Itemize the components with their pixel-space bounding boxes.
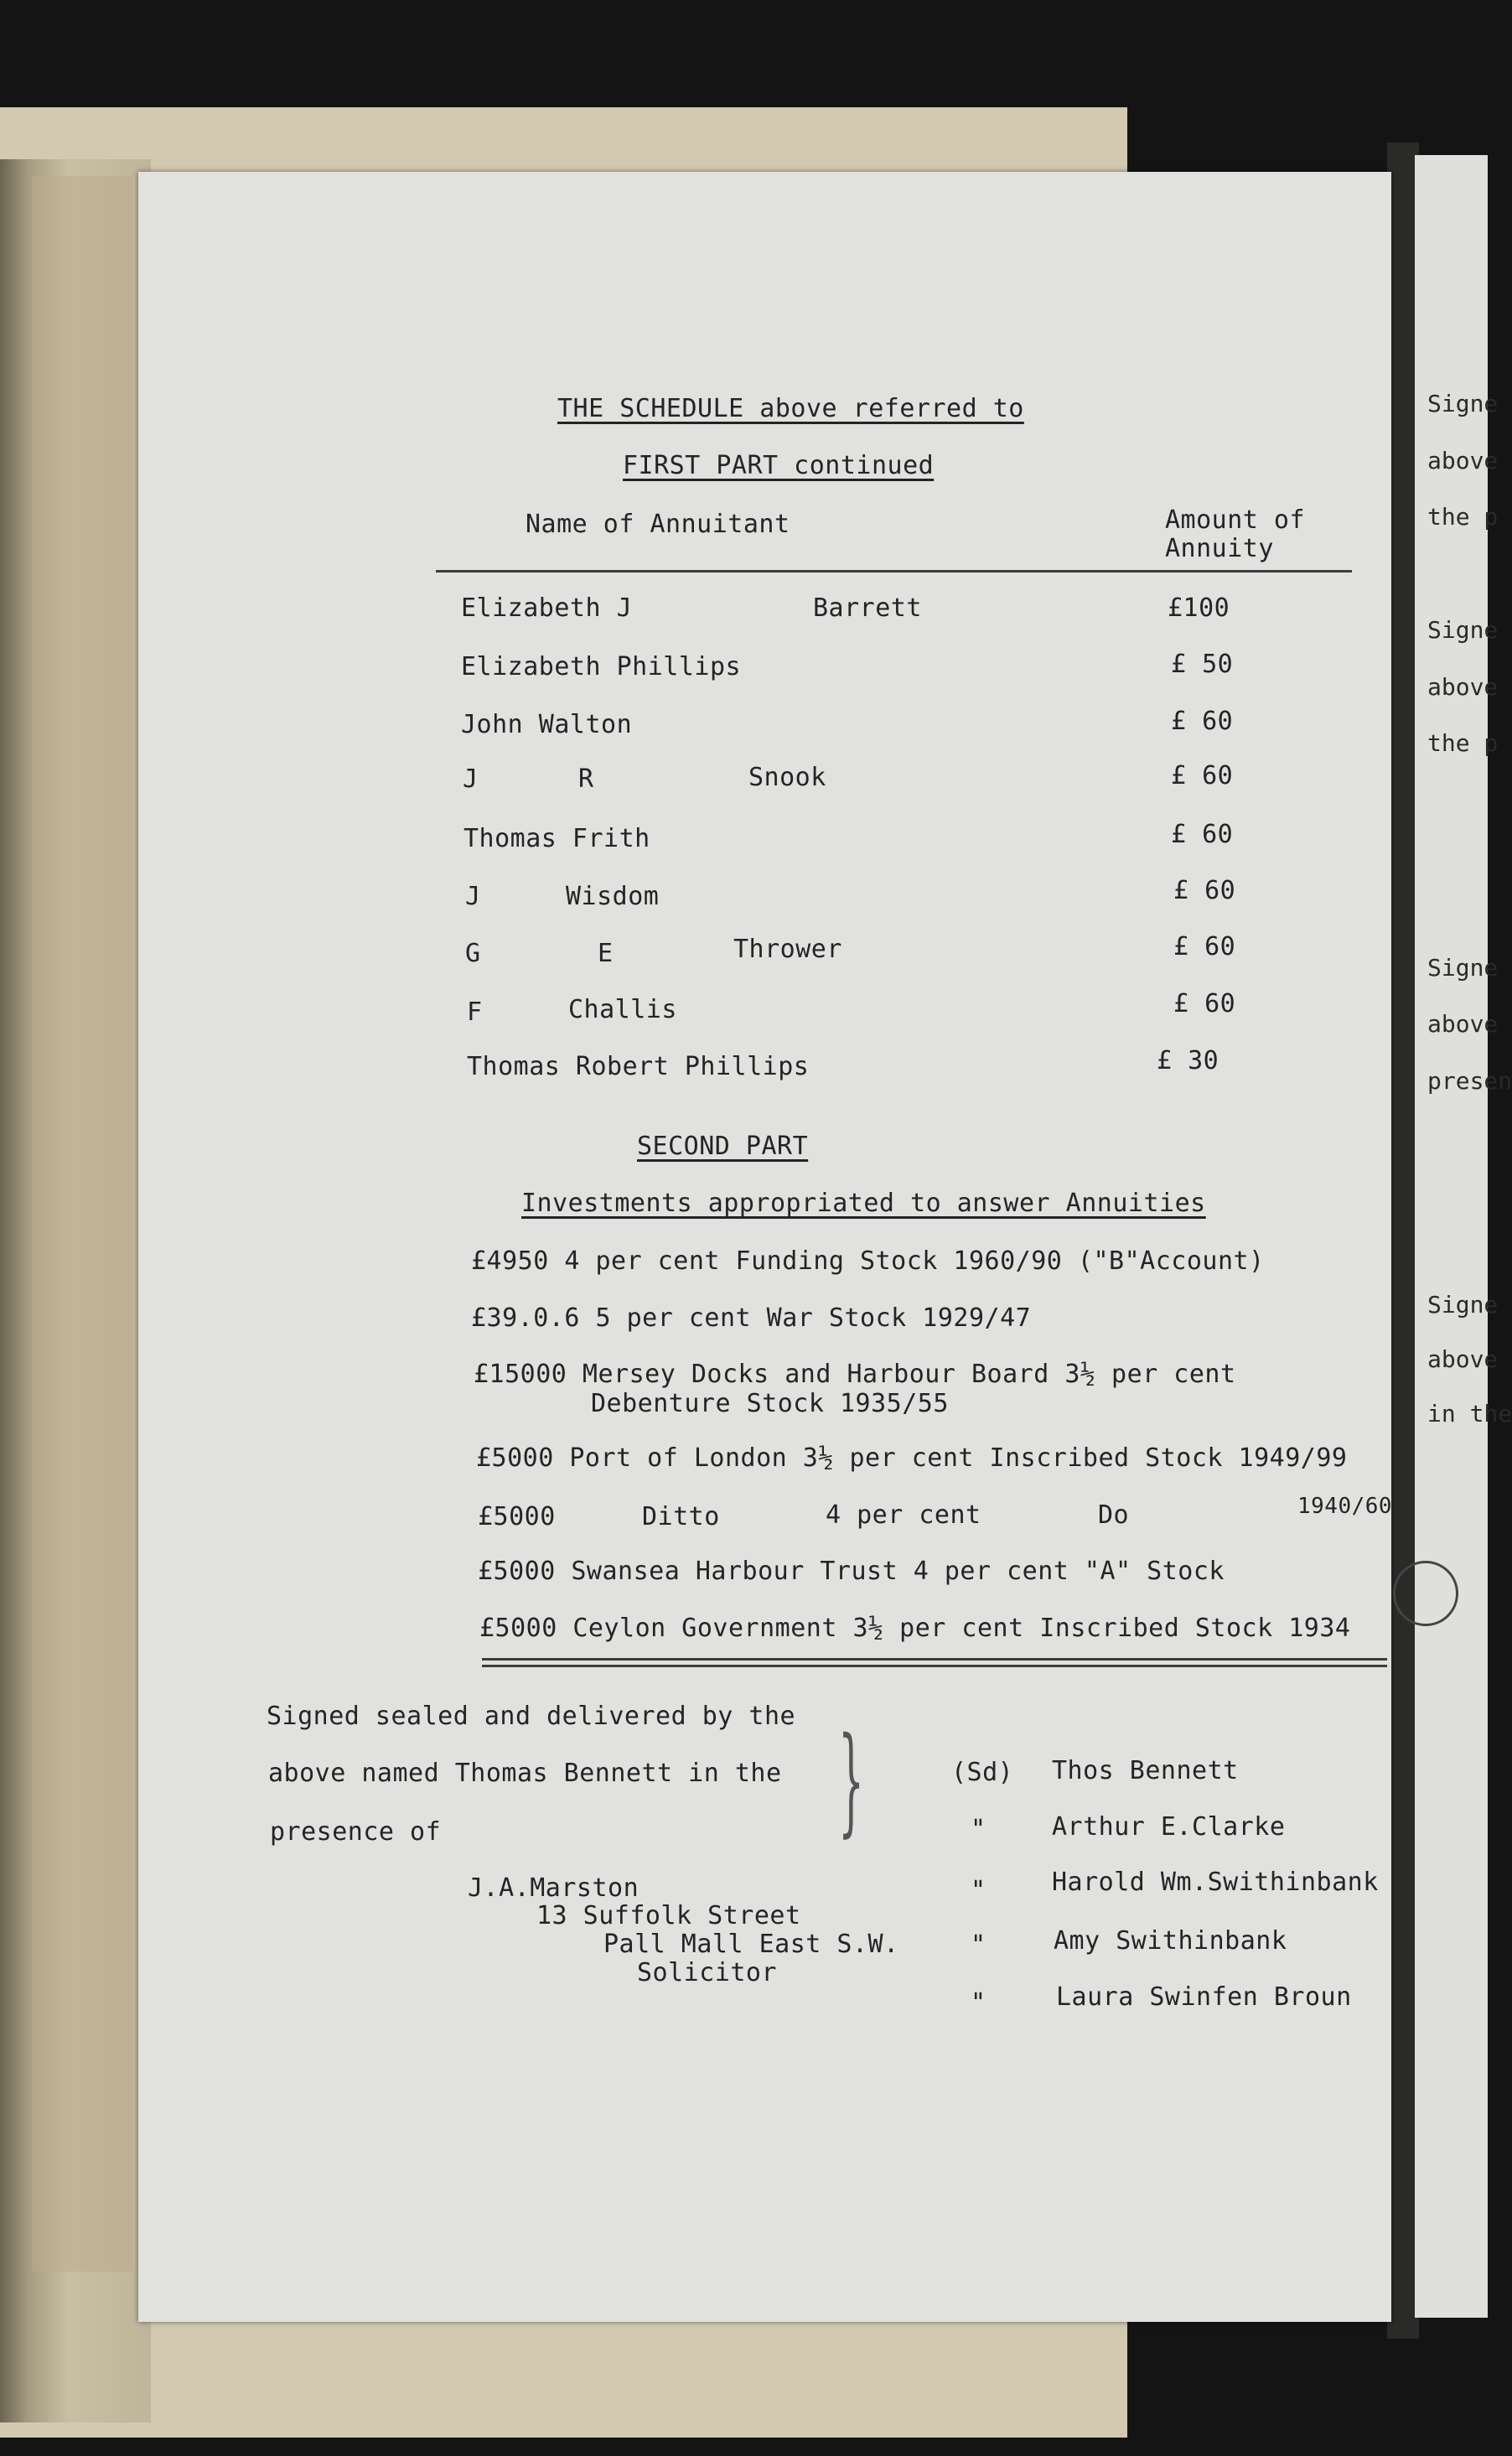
annuitant-initial: R	[578, 764, 594, 794]
annuity-amount: £ 50	[1171, 650, 1234, 679]
annuitant-initial: G	[465, 939, 481, 968]
attestation-line: presence of	[270, 1817, 442, 1847]
adjacent-fragment: Signe	[1427, 390, 1499, 417]
page-edges	[32, 176, 132, 2272]
annuitant-initial: F	[467, 997, 483, 1027]
adjacent-fragment: the p	[1427, 503, 1499, 531]
attestation-line: Signed sealed and delivered by the	[267, 1702, 796, 1731]
adjacent-fragment: above	[1427, 1010, 1499, 1038]
adjacent-fragment: Signe	[1427, 954, 1499, 982]
annuity-amount: £ 60	[1171, 820, 1234, 849]
annuitant-surname: Wisdom	[566, 882, 660, 911]
investment-amount: £5000	[478, 1502, 556, 1531]
annuitant-initial: E	[598, 939, 614, 968]
col-amount-header: Amount of	[1165, 505, 1306, 535]
annuitant-surname: Challis	[568, 995, 677, 1024]
adjacent-fragment: above	[1427, 673, 1499, 701]
investment-line: £5000 Ceylon Government 3½ per cent Inscribed Stock 1934	[479, 1614, 1351, 1643]
adjacent-fragment: in the	[1427, 1400, 1512, 1427]
adjacent-fragment: above	[1427, 447, 1499, 474]
investment-rate: 4 per cent	[826, 1500, 981, 1530]
annuitant-surname: Barrett	[813, 593, 922, 623]
ditto-mark: "	[971, 1930, 986, 1960]
section-rule-2	[482, 1665, 1387, 1667]
adjacent-fragment: presen	[1427, 1067, 1512, 1095]
brace: }	[838, 1712, 865, 1849]
annuitant-given: Thomas Robert Phillips	[467, 1052, 810, 1081]
sd-mark: (Sd)	[951, 1758, 1014, 1787]
annuity-amount: £100	[1168, 593, 1230, 623]
investment-line: £5000 Swansea Harbour Trust 4 per cent "A" Stock	[478, 1557, 1225, 1586]
col-name-header: Name of Annuitant	[526, 510, 790, 539]
adjacent-fragment: Signe	[1427, 616, 1499, 644]
annuitant-initial: J	[463, 764, 479, 794]
first-part-title: FIRST PART continued	[623, 451, 935, 480]
adjacent-fragment: the p	[1427, 729, 1499, 757]
annuity-amount: £ 60	[1173, 989, 1236, 1018]
signer-name: Amy Swithinbank	[1054, 1926, 1287, 1956]
annuitant-given: Elizabeth Phillips	[461, 652, 742, 681]
witness-title: Solicitor	[637, 1958, 778, 1987]
annuitant-surname: Thrower	[733, 935, 842, 964]
signer-name: Thos Bennett	[1052, 1756, 1239, 1785]
investment-ditto: Do	[1098, 1500, 1130, 1530]
adjacent-fragment: Signe	[1427, 1291, 1499, 1319]
annuitant-given: John Walton	[461, 710, 633, 739]
investment-line: £39.0.6 5 per cent War Stock 1929/47	[471, 1303, 1032, 1333]
annuitant-initial: J	[465, 882, 481, 911]
annuitant-given: Elizabeth J	[461, 593, 633, 623]
ditto-mark: "	[971, 1815, 986, 1844]
annuity-amount: £ 60	[1171, 707, 1234, 736]
adjacent-page	[1415, 155, 1488, 2318]
second-part-subtitle: Investments appropriated to answer Annuities	[521, 1189, 1206, 1218]
annuity-amount: £ 60	[1173, 876, 1236, 905]
second-part-title: SECOND PART	[637, 1132, 809, 1161]
investment-line: £4950 4 per cent Funding Stock 1960/90 ("B"Account)	[471, 1246, 1265, 1276]
adjacent-fragment: above	[1427, 1345, 1499, 1373]
attestation-line: above named Thomas Bennett in the	[268, 1759, 782, 1788]
annuity-amount: £ 30	[1157, 1046, 1219, 1075]
signer-name: Harold Wm.Swithinbank	[1052, 1868, 1379, 1897]
annuitant-surname: Snook	[748, 763, 826, 792]
witness-address: Pall Mall East S.W.	[603, 1930, 899, 1959]
witness-address: 13 Suffolk Street	[536, 1901, 801, 1930]
schedule-title: THE SCHEDULE above referred to	[557, 394, 1024, 423]
signer-name: Arthur E.Clarke	[1052, 1812, 1286, 1842]
signer-name: Laura Swinfen Broun	[1056, 1982, 1352, 2012]
header-rule	[436, 570, 1352, 573]
investment-ditto: Ditto	[642, 1502, 720, 1531]
investment-line-cont: Debenture Stock 1935/55	[591, 1389, 949, 1418]
col-amount-header-2: Annuity	[1165, 534, 1274, 563]
stamp-seal	[1393, 1561, 1458, 1626]
investment-line: £5000 Port of London 3½ per cent Inscribed Stock 1949/99	[476, 1443, 1348, 1473]
witness-name: J.A.Marston	[468, 1873, 639, 1903]
annuity-amount: £ 60	[1171, 761, 1234, 790]
ditto-mark: "	[971, 1988, 986, 2018]
section-rule-1	[482, 1658, 1387, 1661]
investment-years: 1940/60	[1297, 1494, 1393, 1519]
ditto-mark: "	[971, 1876, 986, 1905]
annuity-amount: £ 60	[1173, 932, 1236, 961]
investment-line: £15000 Mersey Docks and Harbour Board 3½ per cent	[474, 1360, 1236, 1389]
annuitant-given: Thomas Frith	[463, 824, 650, 853]
